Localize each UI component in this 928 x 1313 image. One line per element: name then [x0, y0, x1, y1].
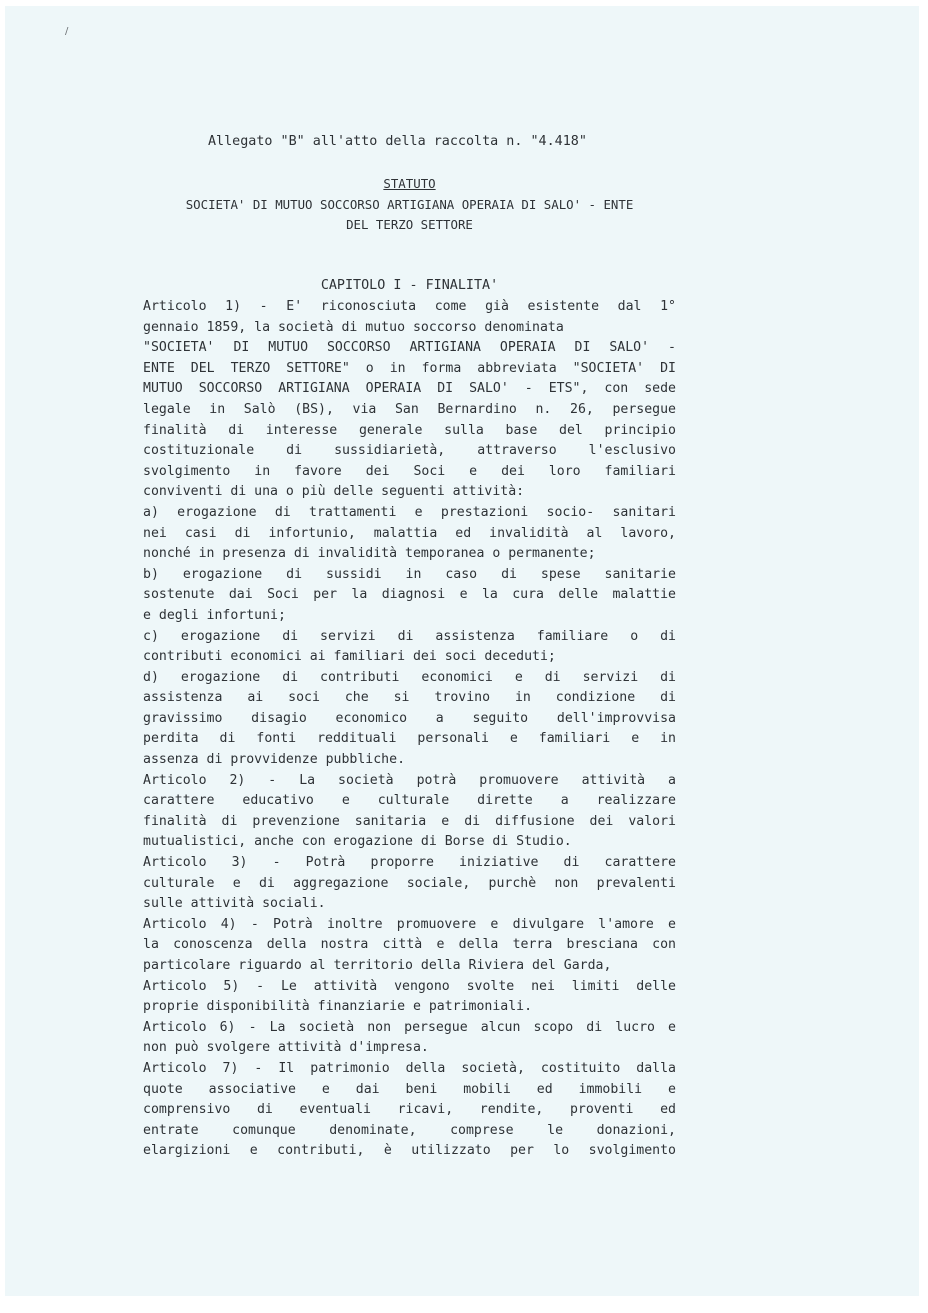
body-text-line: finalità di interesse generale sulla base del principio — [143, 422, 676, 438]
body-text-line: Articolo 2) - La società potrà promuovere attività a — [143, 772, 676, 788]
corner-mark: / — [65, 26, 69, 37]
body-text-line: assistenza ai soci che si trovino in condizione di — [143, 690, 676, 706]
chapter-heading: CAPITOLO I - FINALITA' — [320, 278, 499, 293]
body-text-line: nei casi di infortunio, malattia ed invalidità al lavoro, — [143, 525, 676, 541]
body-text-line: ENTE DEL TERZO SETTORE" o in forma abbreviata "SOCIETA' DI — [143, 360, 676, 376]
body-text-line: culturale e di aggregazione sociale, purchè non prevalenti — [143, 875, 676, 891]
document-title: STATUTO — [383, 176, 436, 191]
attachment-header: Allegato "B" all'atto della raccolta n. "4.418" — [208, 134, 587, 149]
body-text-line: sulle attività sociali. — [143, 896, 326, 912]
body-text-line: Articolo 3) - Potrà proporre iniziative di carattere — [143, 855, 676, 871]
subtitle-line: SOCIETA' DI MUTUO SOCCORSO ARTIGIANA OPERAIA DI SALO' - ENTE — [185, 196, 634, 212]
body-text-line: "SOCIETA' DI MUTUO SOCCORSO ARTIGIANA OPERAIA DI SALO' - — [143, 340, 676, 356]
body-text-line: e degli infortuni; — [143, 607, 286, 623]
body-text-line: quote associative e dai beni mobili ed immobili e — [143, 1081, 676, 1097]
body-text-line: comprensivo di eventuali ricavi, rendite, proventi ed — [143, 1102, 676, 1118]
title-block — [143, 174, 676, 236]
body-text-line: entrate comunque denominate, comprese le donazioni, — [143, 1122, 676, 1138]
subtitle-line: DEL TERZO SETTORE — [346, 217, 473, 233]
body-text-line: b) erogazione di sussidi in caso di spese sanitarie — [143, 566, 676, 582]
body-text-line: sostenute dai Soci per la diagnosi e la cura delle malattie — [143, 587, 676, 603]
body-text-line: svolgimento in favore dei Soci e dei loro familiari — [143, 463, 676, 479]
body-text-line: nonché in presenza di invalidità temporanea o permanente; — [143, 546, 596, 562]
body-text-line: la conoscenza della nostra città e della terra bresciana con — [143, 937, 676, 953]
body-text-line: mutualistici, anche con erogazione di Borse di Studio. — [143, 834, 572, 850]
body-text-line: proprie disponibilità finanziarie e patrimoniali. — [143, 999, 533, 1015]
body-text-line: d) erogazione di contributi economici e di servizi di — [143, 669, 676, 685]
body-text-line: elargizioni e contributi, è utilizzato per lo svolgimento — [143, 1143, 676, 1159]
body-text-line: Articolo 1) - E' riconosciuta come già esistente dal 1° — [143, 299, 676, 314]
body-text-line: Articolo 5) - Le attività vengono svolte nei limiti delle — [143, 978, 676, 994]
body-text-line: carattere educativo e culturale dirette a realizzare — [143, 793, 676, 809]
body-text-line: assenza di provvidenze pubbliche. — [143, 752, 406, 768]
body-text-line: contributi economici ai familiari dei soci deceduti; — [143, 649, 556, 665]
body-text-line: a) erogazione di trattamenti e prestazioni socio- sanitari — [143, 504, 676, 520]
body-text-line: perdita di fonti reddituali personali e familiari e in — [143, 731, 676, 747]
body-text-line: gennaio 1859, la società di mutuo soccorso denominata — [143, 319, 564, 335]
body-text-line: finalità di prevenzione sanitaria e di diffusione dei valori — [143, 813, 676, 829]
body-text-line: c) erogazione di servizi di assistenza familiare o di — [143, 628, 676, 644]
body-text-line: non può svolgere attività d'impresa. — [143, 1040, 429, 1056]
body-text-line: Articolo 6) - La società non persegue alcun scopo di lucro e — [143, 1019, 676, 1035]
body-text-line: MUTUO SOCCORSO ARTIGIANA OPERAIA DI SALO' - ETS", con sede — [143, 381, 676, 397]
document-body — [143, 297, 676, 1162]
body-text-line: costituzionale di sussidiarietà, attraverso l'esclusivo — [143, 443, 676, 459]
body-text-line: gravissimo disagio economico a seguito dell'improvvisa — [143, 710, 676, 726]
body-text-line: conviventi di una o più delle seguenti attività: — [143, 484, 525, 500]
body-text-line: Articolo 4) - Potrà inoltre promuovere e divulgare l'amore e — [143, 916, 676, 932]
body-text-line: particolare riguardo al territorio della Riviera del Garda, — [143, 958, 612, 973]
body-text-line: Articolo 7) - Il patrimonio della società, costituito dalla — [143, 1060, 676, 1076]
body-text-line: legale in Salò (BS), via San Bernardino n. 26, persegue — [143, 401, 676, 417]
